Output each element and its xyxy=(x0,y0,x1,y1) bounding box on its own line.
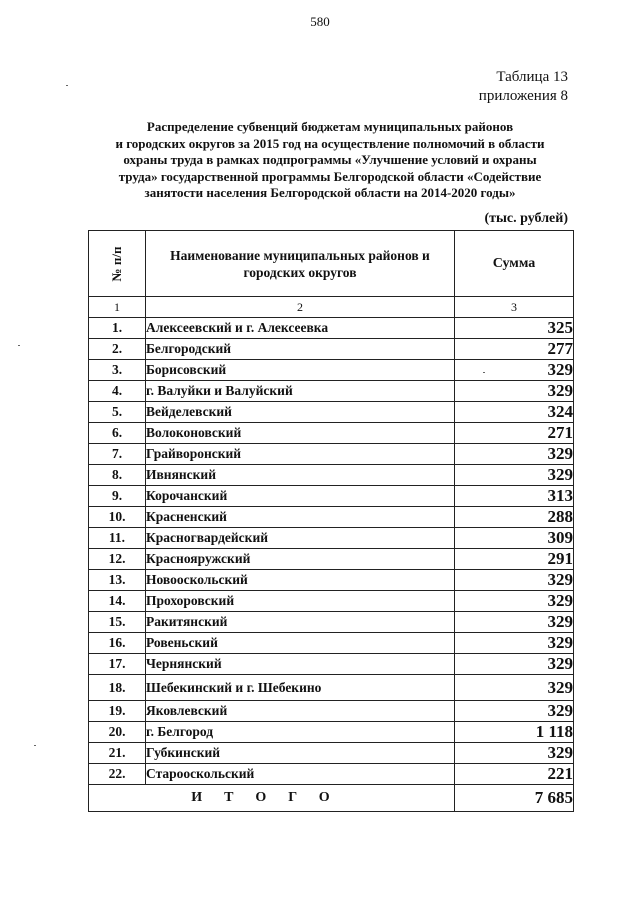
table-row xyxy=(89,528,574,549)
title-line: труда» государственной программы Белгородской области «Содействие xyxy=(118,168,542,184)
table-row xyxy=(89,360,574,381)
district-name: Прохоровский xyxy=(146,591,455,612)
table-row xyxy=(89,402,574,423)
document-title xyxy=(60,119,600,202)
row-sum: 329 xyxy=(455,465,574,486)
units-label: (тыс. рублей) xyxy=(484,211,568,226)
district-name: Ровеньский xyxy=(146,633,455,654)
table-row xyxy=(89,381,574,402)
row-number: 3. xyxy=(89,360,146,381)
row-number: 22. xyxy=(89,764,146,785)
table-row xyxy=(89,612,574,633)
district-name: г. Валуйки и Валуйский xyxy=(146,381,455,402)
row-number: 4. xyxy=(89,381,146,402)
row-number: 6. xyxy=(89,423,146,444)
district-name: Волоконовский xyxy=(146,423,455,444)
district-name: Вейделевский xyxy=(146,402,455,423)
district-name: Яковлевский xyxy=(146,701,455,722)
column-number-row xyxy=(89,297,574,318)
district-name: Старооскольский xyxy=(146,764,455,785)
row-sum: 313 xyxy=(455,486,574,507)
total-row xyxy=(89,785,574,812)
row-number: 13. xyxy=(89,570,146,591)
row-sum: 271 xyxy=(455,423,574,444)
row-sum: 329 xyxy=(455,612,574,633)
district-name: Борисовский xyxy=(146,360,455,381)
scan-speck xyxy=(483,372,485,373)
row-number: 21. xyxy=(89,743,146,764)
row-number: 5. xyxy=(89,402,146,423)
table-label-appendix: приложения 8 xyxy=(478,88,568,104)
district-name: Алексеевский и г. Алексеевка xyxy=(146,318,455,339)
row-number: 10. xyxy=(89,507,146,528)
table-row xyxy=(89,764,574,785)
district-name: Красногвардейский xyxy=(146,528,455,549)
row-sum: 329 xyxy=(455,675,574,701)
row-sum: 329 xyxy=(455,654,574,675)
row-sum: 329 xyxy=(455,360,574,381)
header-name: Наименование муниципальных районов и городских округов xyxy=(146,231,455,297)
district-name: Краснояружский xyxy=(146,549,455,570)
scan-speck xyxy=(66,85,68,86)
table-row xyxy=(89,423,574,444)
row-sum: 329 xyxy=(455,570,574,591)
header-number-label: № п/п xyxy=(109,246,124,281)
header-number xyxy=(89,231,146,297)
row-sum: 291 xyxy=(455,549,574,570)
row-number: 12. xyxy=(89,549,146,570)
row-number: 18. xyxy=(89,675,146,701)
row-sum: 324 xyxy=(455,402,574,423)
table-body xyxy=(89,318,574,785)
row-number: 2. xyxy=(89,339,146,360)
row-sum: 329 xyxy=(455,743,574,764)
row-sum: 309 xyxy=(455,528,574,549)
table-row xyxy=(89,507,574,528)
row-sum: 329 xyxy=(455,701,574,722)
district-name: Грайворонский xyxy=(146,444,455,465)
row-sum: 1 118 xyxy=(455,722,574,743)
district-name: Ивнянский xyxy=(146,465,455,486)
scan-speck xyxy=(18,345,20,346)
row-number: 17. xyxy=(89,654,146,675)
table-header-row xyxy=(89,231,574,297)
table-row xyxy=(89,486,574,507)
district-name: Ракитянский xyxy=(146,612,455,633)
table-row xyxy=(89,339,574,360)
row-number: 7. xyxy=(89,444,146,465)
header-sum: Сумма xyxy=(455,231,574,297)
title-line: и городских округов за 2015 год на осуществление полномочий в области xyxy=(115,135,545,151)
district-name: Чернянский xyxy=(146,654,455,675)
table-row xyxy=(89,675,574,701)
row-sum: 329 xyxy=(455,591,574,612)
title-line: занятости населения Белгородской области на 2014-2020 годы» xyxy=(144,185,516,200)
row-sum: 288 xyxy=(455,507,574,528)
table-row xyxy=(89,654,574,675)
row-sum: 329 xyxy=(455,381,574,402)
table-row xyxy=(89,465,574,486)
district-name: Красненский xyxy=(146,507,455,528)
column-number: 2 xyxy=(146,297,455,318)
row-number: 11. xyxy=(89,528,146,549)
table-row xyxy=(89,549,574,570)
scan-speck xyxy=(34,745,36,746)
row-number: 9. xyxy=(89,486,146,507)
total-label: ИТОГО xyxy=(89,785,455,812)
district-name: Белгородский xyxy=(146,339,455,360)
district-name: Новооскольский xyxy=(146,570,455,591)
row-number: 15. xyxy=(89,612,146,633)
row-sum: 329 xyxy=(455,633,574,654)
table-row xyxy=(89,591,574,612)
total-sum: 7 685 xyxy=(455,785,574,812)
district-name: Шебекинский и г. Шебекино xyxy=(146,675,455,701)
row-sum: 277 xyxy=(455,339,574,360)
row-number: 8. xyxy=(89,465,146,486)
page-number: 580 xyxy=(310,14,330,29)
row-number: 20. xyxy=(89,722,146,743)
column-number: 3 xyxy=(455,297,574,318)
column-number: 1 xyxy=(89,297,146,318)
title-line: охраны труда в рамках подпрограммы «Улучшение условий и охраны xyxy=(123,152,537,167)
district-name: г. Белгород xyxy=(146,722,455,743)
table-row xyxy=(89,570,574,591)
table-row xyxy=(89,318,574,339)
table-row xyxy=(89,444,574,465)
table-label-number: Таблица 13 xyxy=(496,69,568,85)
district-name: Губкинский xyxy=(146,743,455,764)
row-sum: 221 xyxy=(455,764,574,785)
table-row xyxy=(89,633,574,654)
row-number: 1. xyxy=(89,318,146,339)
table-row xyxy=(89,701,574,722)
district-name: Корочанский xyxy=(146,486,455,507)
title-line: Распределение субвенций бюджетам муниципальных районов xyxy=(146,119,514,134)
row-sum: 329 xyxy=(455,444,574,465)
table-row xyxy=(89,743,574,764)
row-number: 19. xyxy=(89,701,146,722)
row-number: 14. xyxy=(89,591,146,612)
row-sum: 325 xyxy=(455,318,574,339)
subsidy-table xyxy=(88,230,574,812)
row-number: 16. xyxy=(89,633,146,654)
table-row xyxy=(89,722,574,743)
